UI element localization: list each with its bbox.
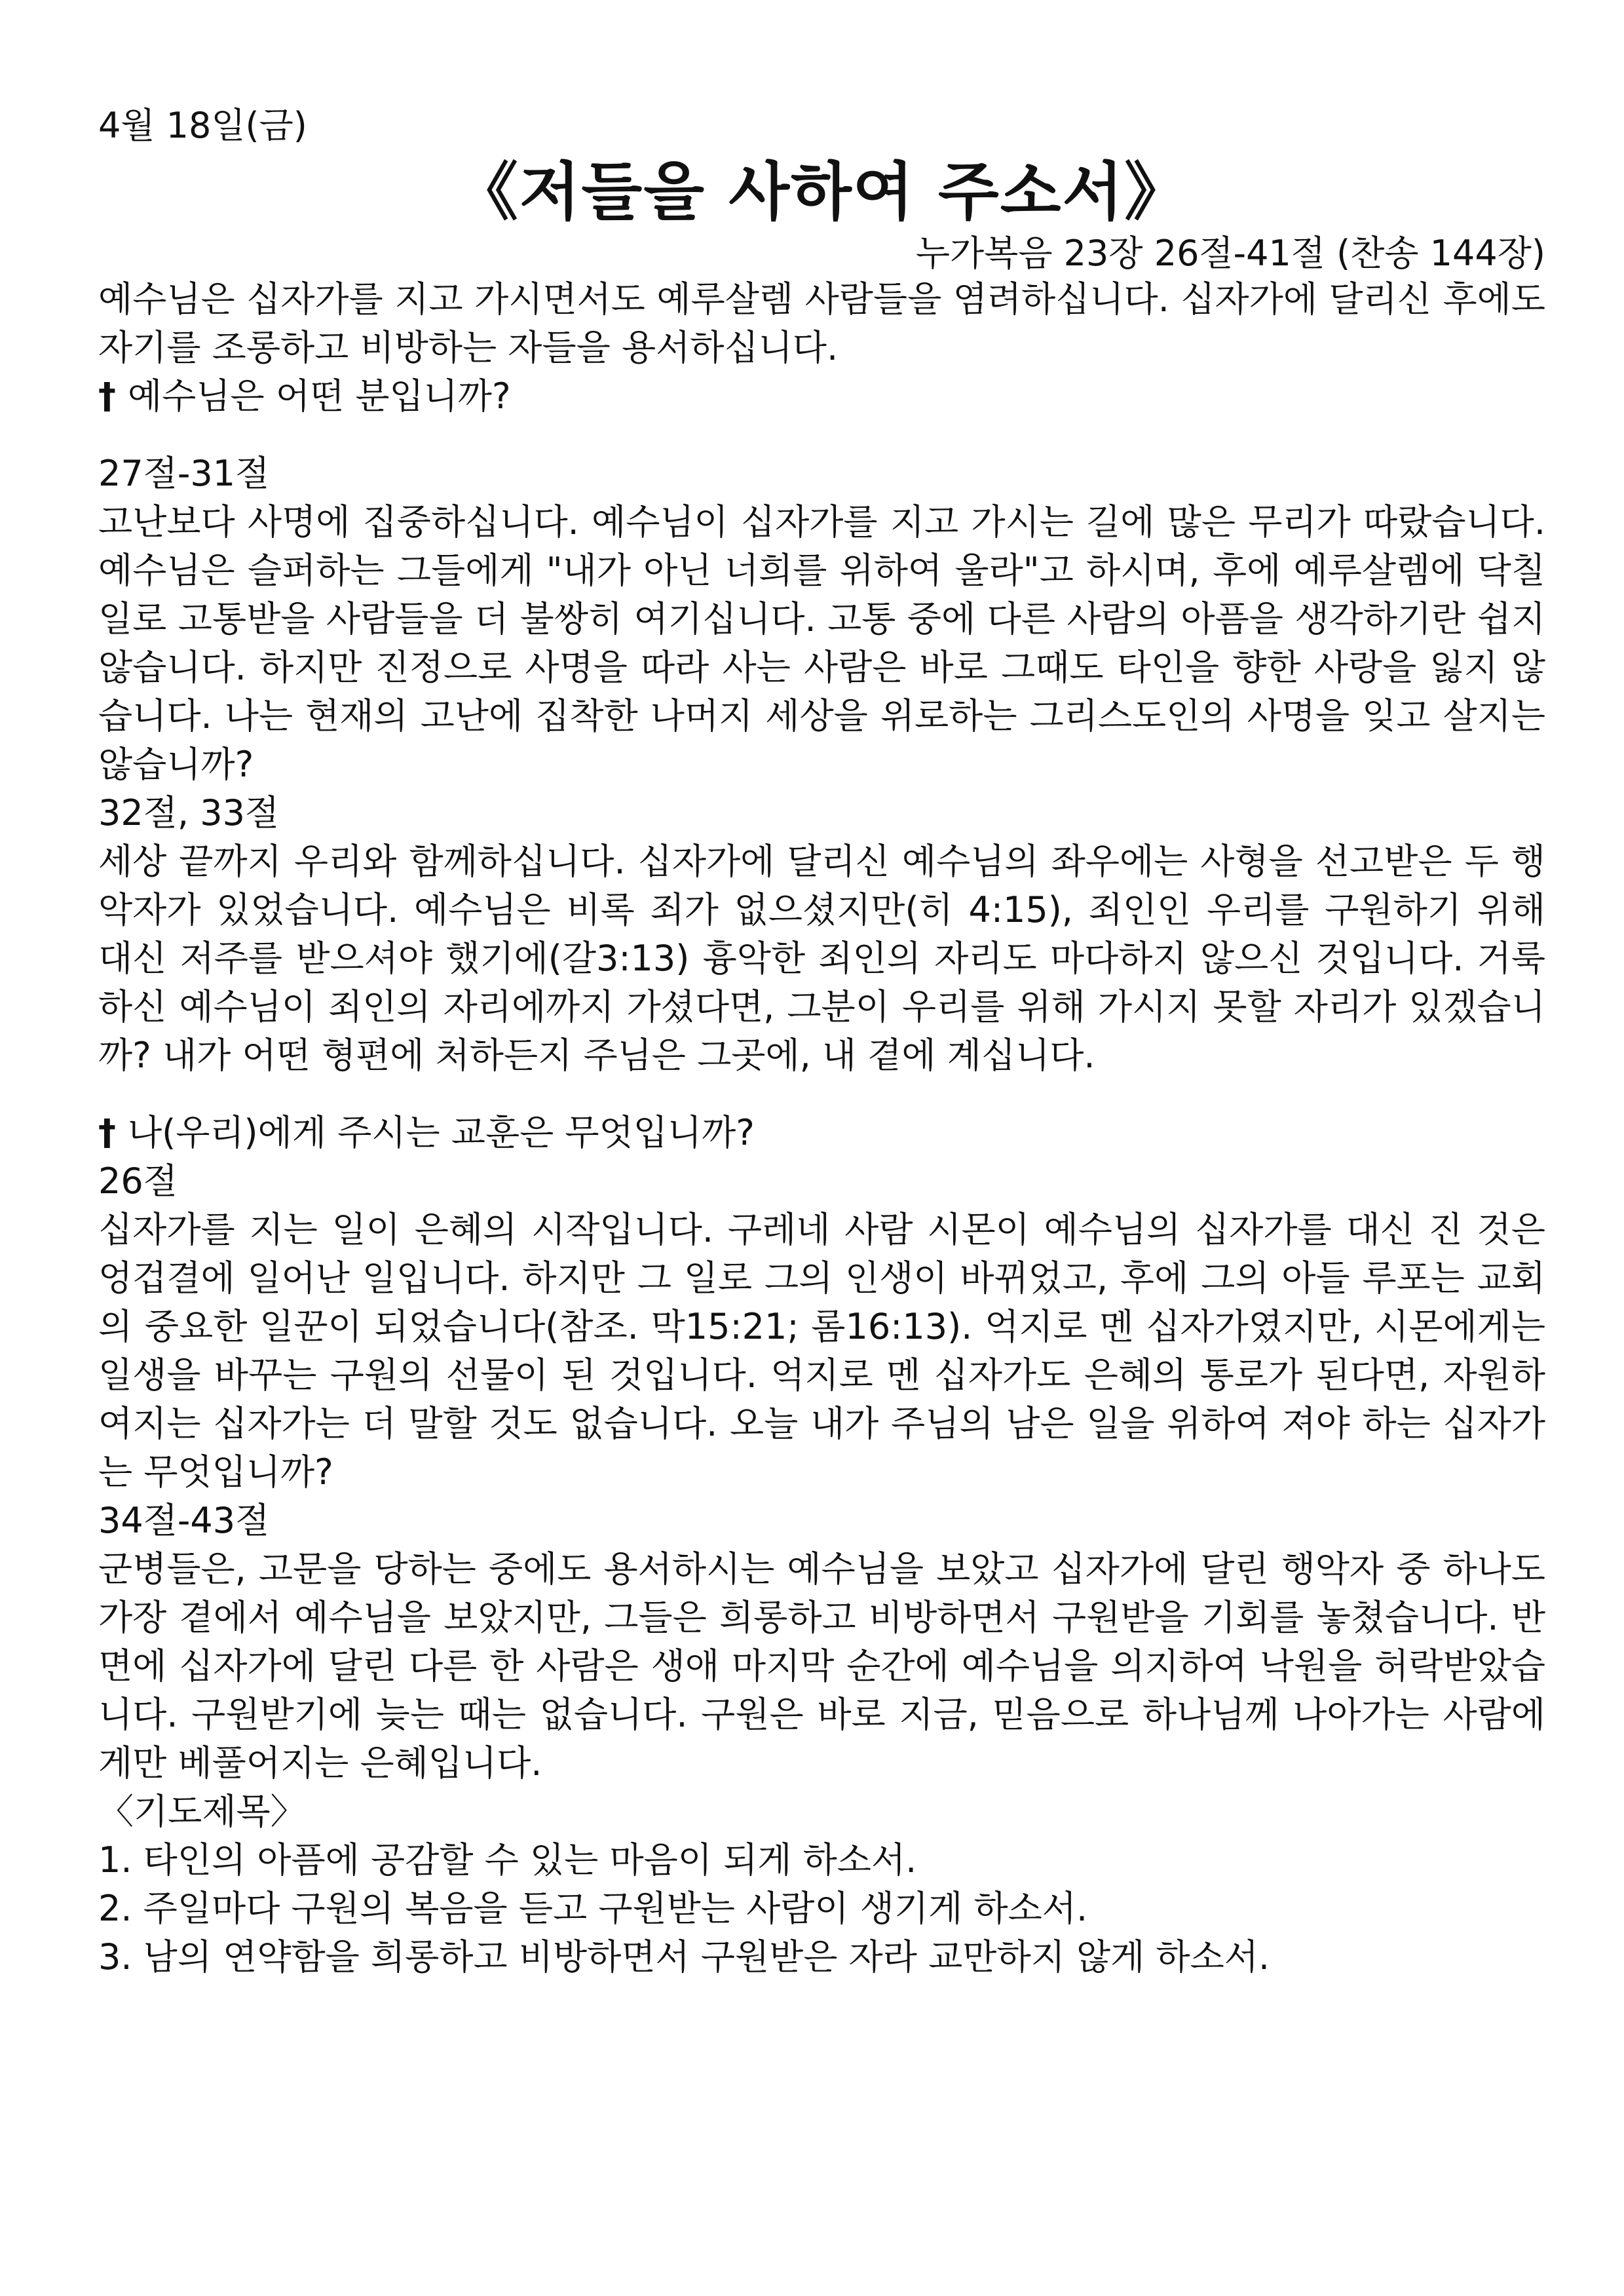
section-heading-lesson [98, 1109, 1545, 1157]
scripture-reference: 누가복음 23장 26절-41절 (찬송 144장) [915, 233, 1545, 274]
verse-label: 26절 [98, 1160, 178, 1202]
spacer [98, 1080, 1545, 1109]
date-label: 4월 18일(금) [98, 105, 307, 146]
section-heading-who-is-jesus [98, 372, 1545, 421]
cross-icon: † [98, 375, 116, 417]
intro-paragraph: 예수님은 십자가를 지고 가시면서도 예루살렘 사람들을 염려하십니다. 십자가에 달리신 후에도 자기를 조롱하고 비방하는 자들을 용서하십니다. [98, 278, 1545, 368]
spacer [98, 421, 1545, 450]
verse-paragraph: 군병들은, 고문을 당하는 중에도 용서하시는 예수님을 보았고 십자가에 달린 행악자 중 하나도 가장 곁에서 예수님을 보았지만, 그들은 희롱하고 비방하면서 구원받을 기회를 놓쳤습니다. 반면에 십자가에 달린 다른 한 사람은 생애 마지막 순간에 예수님을 의지하여 낙원을 허락받았습니다. 구원받기에 늦는 때는 없습니다. 구원은 바로 지금, 믿음으로 하나님께 나아가는 사람에게만 베풀어지는 은혜입니다. [98, 1548, 1545, 1784]
verse-paragraph: 십자가를 지는 일이 은혜의 시작입니다. 구레네 사람 시몬이 예수님의 십자가를 대신 진 것은 엉겁결에 일어난 일입니다. 하지만 그 일로 그의 인생이 바뀌었고, 후에 그의 아들 루포는 교회의 중요한 일꾼이 되었습니다(참조. 막15:21; 롬16:13). 억지로 멘 십자가였지만, 시몬에게는 일생을 바꾸는 구원의 선물이 된 것입니다. 억지로 멘 십자가도 은혜의 통로가 된다면, 자원하여지는 십자가는 더 말할 것도 없습니다. 오늘 내가 주님의 남은 일을 위하여 져야 하는 십자가는 무엇입니까? [98, 1209, 1545, 1493]
section-heading-text: 나(우리)에게 주시는 교훈은 무엇입니까? [128, 1112, 755, 1153]
verse-paragraph: 고난보다 사명에 집중하십니다. 예수님이 십자가를 지고 가시는 길에 많은 무리가 따랐습니다. 예수님은 슬퍼하는 그들에게 "내가 아닌 너희를 위하여 울라"고 하시며, 후에 예루살렘에 닥칠 일로 고통받을 사람들을 더 불쌍히 여기십니다. 고통 중에 다른 사람의 아픔을 생각하기란 쉽지 않습니다. 하지만 진정으로 사명을 따라 사는 사람은 바로 그때도 타인을 향한 사랑을 잃지 않습니다. 나는 현재의 고난에 집착한 나머지 세상을 위로하는 그리스도인의 사명을 잊고 살지는 않습니까? [98, 501, 1546, 785]
verse-label: 27절-31절 [98, 453, 270, 494]
prayer-item: 1. 타인의 아픔에 공감할 수 있는 마음이 되게 하소서. [98, 1839, 917, 1881]
prayer-title: 〈기도제목〉 [98, 1791, 306, 1832]
prayer-item: 2. 주일마다 구원의 복음을 듣고 구원받는 사람이 생기게 하소서. [98, 1888, 1088, 1929]
verse-paragraph: 세상 끝까지 우리와 함께하십니다. 십자가에 달리신 예수님의 좌우에는 사형을 선고받은 두 행악자가 있었습니다. 예수님은 비록 죄가 없으셨지만(히 4:15), 죄인인 우리를 구원하기 위해 대신 저주를 받으셔야 했기에(갈3:13) 흉악한 죄인의 자리도 마다하지 않으신 것입니다. 거룩하신 예수님이 죄인의 자리에까지 가셨다면, 그분이 우리를 위해 가시지 못할 자리가 있겠습니까? 내가 어떤 형편에 처하든지 주님은 그곳에, 내 곁에 계십니다. [98, 841, 1545, 1076]
cross-icon: † [98, 1112, 116, 1153]
page-title: 《저들을 사하여 주소서》 [455, 155, 1189, 229]
section-heading-text: 예수님은 어떤 분입니까? [128, 375, 511, 417]
verse-label: 34절-43절 [98, 1500, 270, 1541]
verse-label: 32절, 33절 [98, 792, 280, 833]
prayer-list [98, 1836, 1545, 1981]
prayer-item: 3. 남의 연약함을 희롱하고 비방하면서 구원받은 자라 교만하지 않게 하소서. [98, 1936, 1270, 1978]
